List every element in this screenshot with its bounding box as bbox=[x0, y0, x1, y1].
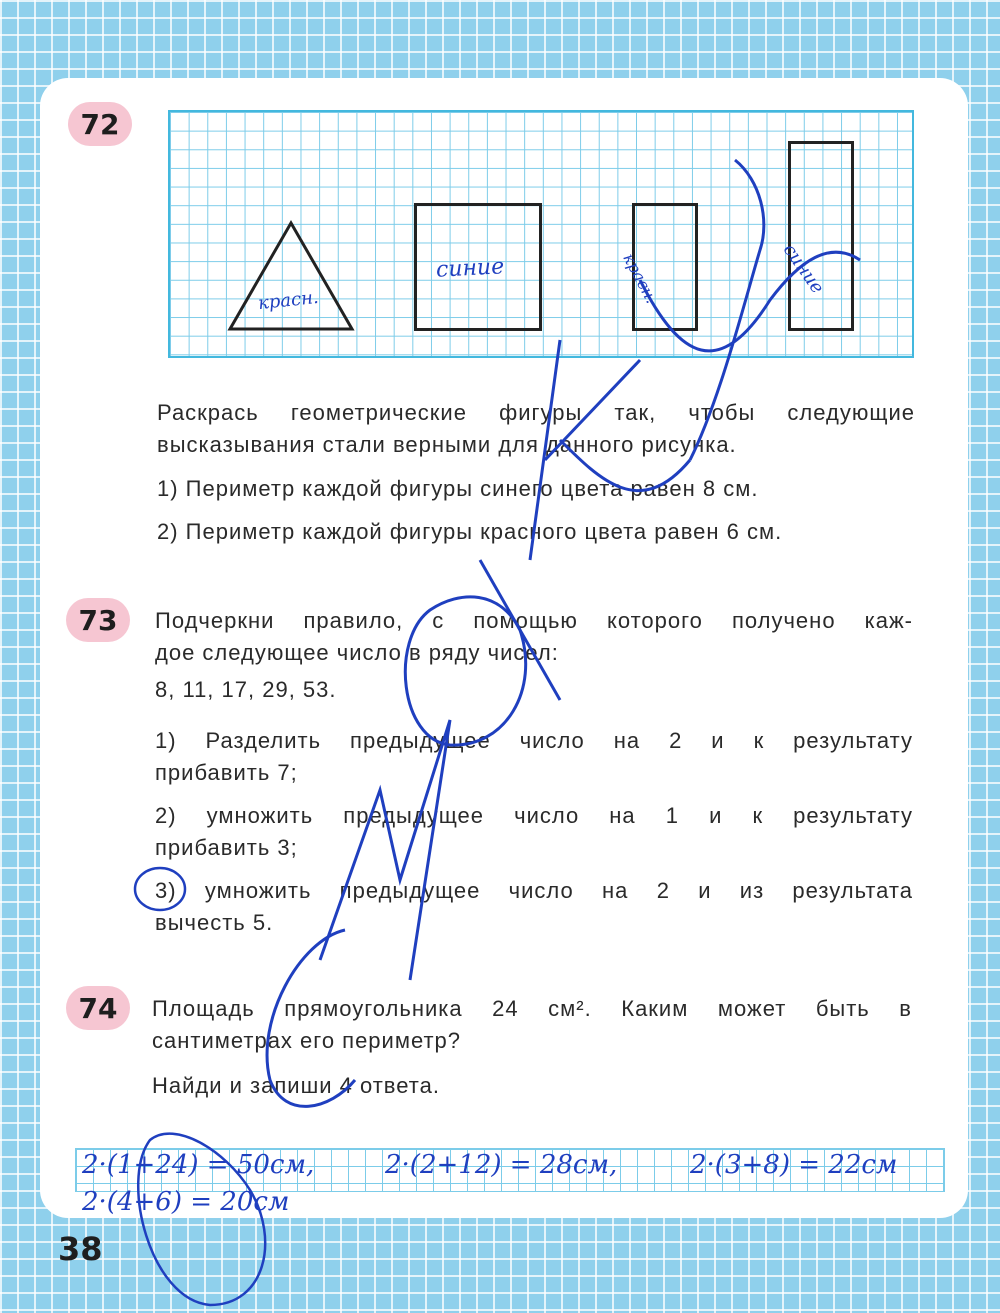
handwritten-answer-3: 2·(3+8) = 22см bbox=[690, 1150, 898, 1180]
handwritten-answer-2: 2·(2+12) = 28см, bbox=[385, 1150, 618, 1180]
task-72-text-line-2: высказывания стали верными для данного рисунка. bbox=[157, 432, 737, 457]
handwritten-answer-1: 2·(1+24) = 50см, bbox=[82, 1150, 315, 1180]
triangle-shape bbox=[230, 223, 352, 329]
task-73-text-line-2: дое следующее число в ряду чисел: bbox=[155, 640, 559, 665]
task-73-option-2-line-1: 2) умножить предыдущее число на 1 и к результату bbox=[155, 803, 913, 828]
task-73-option-1-line-1: 1) Разделить предыдущее число на 2 и к результату bbox=[155, 728, 913, 753]
task-73-option-1-line-2: прибавить 7; bbox=[155, 760, 298, 785]
task-74-badge: 74 bbox=[66, 986, 130, 1030]
task-73-option-3-line-2: вычесть 5. bbox=[155, 910, 274, 935]
narrow-rect-handwritten-label: красн. bbox=[619, 250, 662, 307]
task-74-text-line-2: сантиметрах его периметр? bbox=[152, 1028, 462, 1053]
page-number: 38 bbox=[58, 1230, 103, 1268]
task-73-text-line-1: Подчеркни правило, с помощью которого получено каж- bbox=[155, 608, 913, 633]
task-73-option-2-line-2: прибавить 3; bbox=[155, 835, 298, 860]
tall-rect-handwritten-label: синие bbox=[778, 240, 828, 298]
task-72-statement-2: 2) Периметр каждой фигуры красного цвета равен 6 см. bbox=[157, 519, 783, 544]
task-74-text-line-3: Найди и запиши 4 ответа. bbox=[152, 1073, 440, 1098]
handwritten-answer-4: 2·(4+6) = 20см bbox=[82, 1187, 290, 1217]
task-72-statement-1: 1) Периметр каждой фигуры синего цвета равен 8 см. bbox=[157, 476, 759, 501]
square-handwritten-label: синие bbox=[435, 254, 505, 283]
triangle-handwritten-label: красн. bbox=[257, 286, 320, 315]
task-72-badge: 72 bbox=[68, 102, 132, 146]
task-73-badge: 73 bbox=[66, 598, 130, 642]
tall-rectangle-shape bbox=[788, 141, 854, 331]
task-72-text-line-1: Раскрась геометрические фигуры так, чтобы следующие bbox=[157, 400, 915, 425]
number-sequence: 8, 11, 17, 29, 53. bbox=[155, 677, 337, 702]
task-74-text-line-1: Площадь прямоугольника 24 см². Каким может быть в bbox=[152, 996, 912, 1021]
task-73-option-3-line-1: 3) умножить предыдущее число на 2 и из результата bbox=[155, 878, 913, 903]
